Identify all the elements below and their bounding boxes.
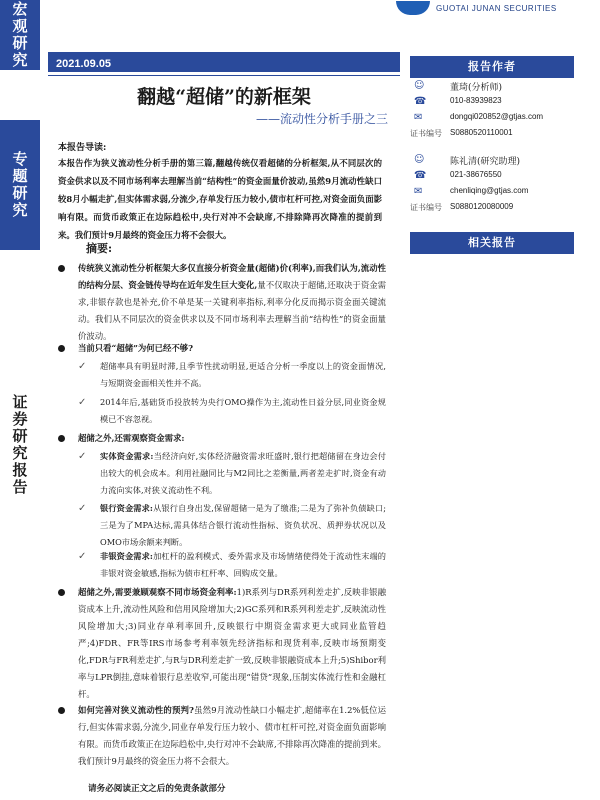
bullet-bold: 传统狭义流动性分析框架大多仅直接分析资金量(超储)价(利率),而我们认为,流动性的结构分层、资金链传导均在近年发生巨大变化,: [78, 263, 386, 290]
check-icon: ✓: [78, 551, 87, 562]
list-item: [78, 500, 386, 551]
cert-label: 证书编号: [410, 129, 442, 138]
check-icon: ✓: [78, 397, 87, 408]
phone-icon: ☎: [414, 170, 427, 181]
list-item: [78, 358, 386, 392]
bullet-text: 1)R系列与DR系列利差走扩,反映非银融资成本上升,流动性风险和信用风险增加大;2)GC系列和R系列利差走扩,反映流动性风险增加大;3)同业存单利率回升,反映银行中期资金需求更大或同业监管趋严;4)FDR、FR等IRS市场参考利率领先经济指标和现货利率,反映市场预期变化,FDR与FR利差走扩,与R与DR利差走扩一致,反映非银融资成本上升;5)Shibor利率与LPR倒挂,意味着银行息差收窄,可能出现“错贷”现象,压制实体流行性和金融杠杆。: [78, 587, 386, 699]
bullet-dot-icon: [58, 265, 65, 272]
author-email[interactable]: dongqi020852@gtjas.com: [450, 112, 544, 121]
report-subtitle: ——流动性分析手册之三: [255, 112, 388, 126]
author-phone: 021-38676550: [450, 170, 502, 179]
related-reports-heading: 相关报告: [410, 232, 574, 254]
email-icon: ✉: [414, 186, 423, 197]
bullet-text: 虽然9月流动性缺口小幅走扩,超储率在1.2%低位运行,但实体需求弱,分流少,同业存单发行压力较小、债市杠杆可控,对资金面负面影响有限。而货币政策正在边际趋松中,央行对冲不会缺席,不排除再次降准的提前到来。我们预计9月最终的资金压力将不会很大。: [78, 705, 386, 766]
bullet-bold: 当前只看“超储”为何已经不够?: [78, 343, 194, 353]
list-item: [58, 702, 386, 770]
authors-heading: 报告作者: [410, 56, 574, 78]
list-item: [78, 394, 386, 428]
bullet-bold: 超储之外,还需观察资金需求:: [78, 433, 185, 443]
rail-section-report: [0, 360, 40, 530]
list-item: [58, 584, 386, 703]
email-icon: ✉: [414, 112, 423, 123]
sub-text: 从银行自身出发,保留超储一是为了缴准;二是为了弥补负债缺口;三是为了MPA达标,需具体结合银行流动性指标、资负状况、质押券状况以及OMO市场余额来判断。: [100, 503, 387, 547]
person-icon: ☺: [414, 154, 425, 165]
author-name: 董琦(分析师): [450, 83, 503, 93]
cert-label: 证书编号: [410, 203, 442, 212]
rail-section-macro: [0, 0, 40, 70]
bullet-dot-icon: [58, 435, 65, 442]
person-icon: ☺: [414, 80, 425, 91]
author-cert: S0880520110001: [450, 128, 513, 137]
sub-text: 2014年后,基础货币投放转为央行OMO操作为主,流动性日益分层,同业资金规模已不容忽视。: [100, 397, 386, 424]
sub-text: 当经济向好,实体经济融资需求旺盛时,银行把超储留在身边会付出较大的机会成本。利用社融同比与M2同比之差衡量,两者差走扩时,资金有动力流向实体,对狭义流动性不利。: [100, 451, 386, 495]
list-item: [58, 260, 386, 345]
header-rule: [48, 75, 400, 76]
author-name: 陈礼清(研究助理): [450, 157, 521, 167]
list-item: [78, 548, 386, 582]
list-item: [78, 448, 386, 499]
logo-mark-icon: [396, 1, 430, 15]
guide-heading: 本报告导读:: [58, 143, 107, 153]
phone-icon: ☎: [414, 96, 427, 107]
list-item: [58, 340, 386, 357]
bullet-dot-icon: [58, 707, 65, 714]
disclaimer-note: 请务必阅读正文之后的免责条款部分: [88, 784, 226, 794]
date-bar: [48, 52, 400, 72]
author-email[interactable]: chenliqing@gtjas.com: [450, 186, 529, 195]
left-rail: [0, 0, 40, 800]
rail-label-special: 专题研究: [10, 151, 29, 219]
rail-label-macro: 宏观研究: [10, 1, 29, 69]
check-icon: ✓: [78, 503, 87, 514]
rail-section-special: [0, 120, 40, 250]
bullet-text: 量不仅取决于超储,还取决于资金需求,非银存款也是补充,价不单是某一关键利率指标,利率分化反而揭示资金面关键流动。我们从不同层次的资金供求以及不同市场利率去理解当前“结构性”的资金面量价波动。: [78, 280, 386, 341]
author-phone: 010-83939823: [450, 96, 502, 105]
logo-text: GUOTAI JUNAN SECURITIES: [436, 3, 557, 13]
bullet-bold: 如何完善对狭义流动性的预判?: [78, 705, 194, 715]
brand-logo: [396, 0, 596, 16]
report-title: 翻越“超储”的新框架: [137, 86, 311, 108]
abstract-heading: 摘要:: [86, 242, 113, 255]
sub-bold: 银行资金需求:: [100, 503, 153, 513]
sub-text: 超储率具有明显时滞,且季节性扰动明显,更适合分析一季度以上的资金面情况,与短期资金面相关性并不高。: [100, 361, 386, 388]
sub-text: 加杠杆的盈利模式、委外需求及市场情绪使得处于流动性末端的非银对资金敏感,指标为债市杠杆率、回购成交量。: [100, 551, 386, 578]
list-item: [58, 430, 386, 447]
author-cert: S0880120080009: [450, 202, 514, 211]
bullet-dot-icon: [58, 345, 65, 352]
sub-bold: 非银资金需求:: [100, 551, 153, 561]
check-icon: ✓: [78, 451, 87, 462]
bullet-dot-icon: [58, 589, 65, 596]
report-date: 2021.09.05: [56, 58, 112, 70]
guide-body: 本报告作为狭义流动性分析手册的第三篇,翻越传统仅看超储的分析框架,从不同层次的资金供求以及不同市场利率去理解当前“结构性”的资金面量价波动,虽然9月流动性缺口较8月小幅走扩,但实体需求弱,分流少,存单发行压力较小,债市杠杆可控,对资金面负面影响有限。而货币政策正在边际趋松中,央行对冲不会缺席,不排除降再次降准的提前到来。我们预计9月最终的资金压力将不会很大。: [58, 158, 382, 240]
sub-bold: 实体资金需求:: [100, 451, 154, 461]
check-icon: ✓: [78, 361, 87, 372]
rail-label-report: 证券研究报告: [10, 394, 29, 496]
bullet-bold: 超储之外,需要兼顾观察不同市场资金利率:: [78, 587, 237, 597]
